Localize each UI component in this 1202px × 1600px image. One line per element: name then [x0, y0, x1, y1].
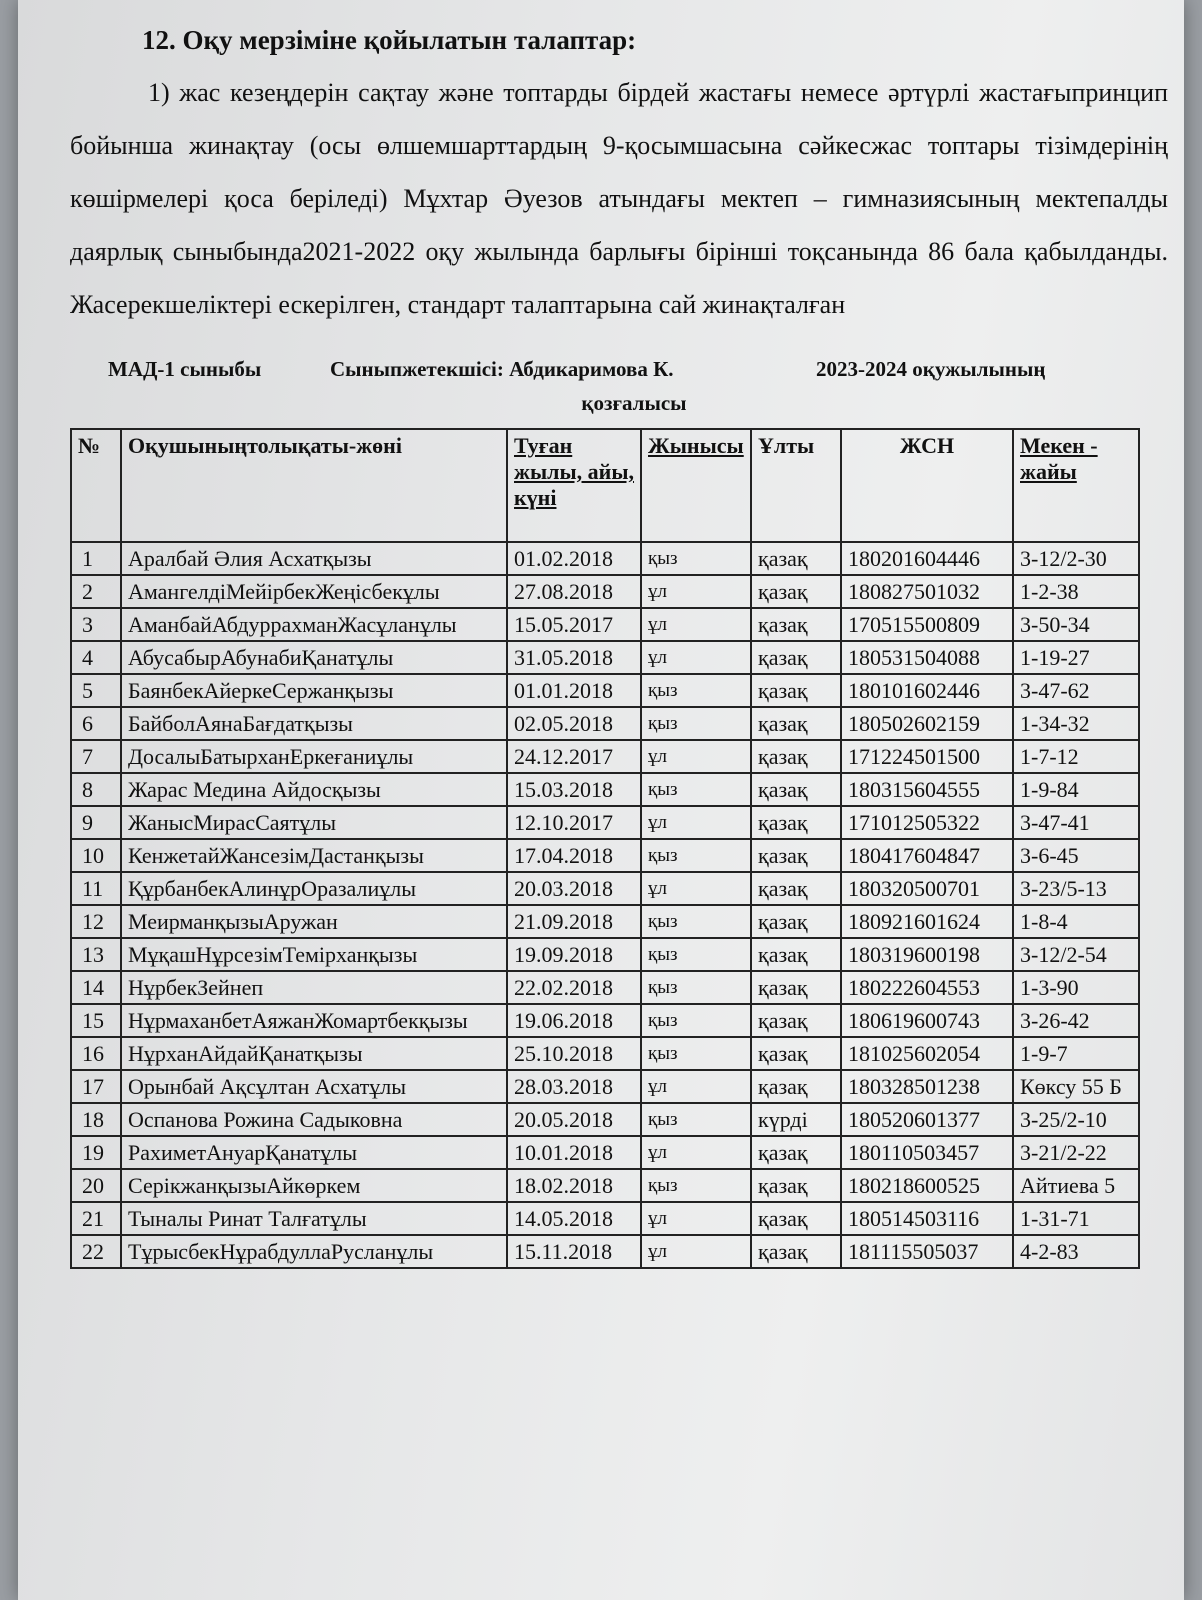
- cell-nationality: қазақ: [751, 1136, 841, 1169]
- cell-nationality: күрді: [751, 1103, 841, 1136]
- cell-number: 5: [71, 674, 121, 707]
- cell-number: 15: [71, 1004, 121, 1037]
- cell-iin: 180110503457: [841, 1136, 1013, 1169]
- cell-number: 19: [71, 1136, 121, 1169]
- cell-gender: ұл: [641, 575, 751, 608]
- table-row: [71, 905, 1139, 938]
- cell-iin: 180218600525: [841, 1169, 1013, 1202]
- cell-nationality: қазақ: [751, 542, 841, 575]
- cell-gender: ұл: [641, 1070, 751, 1103]
- cell-number: 13: [71, 938, 121, 971]
- cell-nationality: қазақ: [751, 1169, 841, 1202]
- cell-birth-date: 19.06.2018: [507, 1004, 641, 1037]
- cell-nationality: қазақ: [751, 1037, 841, 1070]
- cell-birth-date: 01.01.2018: [507, 674, 641, 707]
- cell-full-name: Аралбай Әлия Асхатқызы: [121, 542, 507, 575]
- cell-iin: 180222604553: [841, 971, 1013, 1004]
- table-row: [71, 839, 1139, 872]
- cell-address: 1-2-38: [1013, 575, 1139, 608]
- cell-full-name: НұрмаханбетАяжанЖомартбекқызы: [121, 1004, 507, 1037]
- cell-address: 3-25/2-10: [1013, 1103, 1139, 1136]
- cell-birth-date: 22.02.2018: [507, 971, 641, 1004]
- cell-number: 16: [71, 1037, 121, 1070]
- cell-iin: 180619600743: [841, 1004, 1013, 1037]
- cell-nationality: қазақ: [751, 641, 841, 674]
- header-birth-date: Туған жылы, айы, күні: [507, 429, 641, 542]
- cell-number: 2: [71, 575, 121, 608]
- header-address: Мекен - жайы: [1013, 429, 1139, 542]
- cell-gender: қыз: [641, 1037, 751, 1070]
- cell-number: 11: [71, 872, 121, 905]
- table-row: [71, 1169, 1139, 1202]
- cell-nationality: қазақ: [751, 608, 841, 641]
- cell-iin: 180921601624: [841, 905, 1013, 938]
- cell-iin: 181115505037: [841, 1235, 1013, 1268]
- cell-birth-date: 19.09.2018: [507, 938, 641, 971]
- table-row: [71, 1037, 1139, 1070]
- document-content: [70, 14, 1168, 1269]
- cell-birth-date: 02.05.2018: [507, 707, 641, 740]
- cell-birth-date: 15.03.2018: [507, 773, 641, 806]
- cell-nationality: қазақ: [751, 740, 841, 773]
- caption-line2: қозғалысы: [581, 391, 687, 415]
- cell-nationality: қазақ: [751, 1235, 841, 1268]
- cell-full-name: АбусабырАбунабиҚанатұлы: [121, 641, 507, 674]
- table-row: [71, 1202, 1139, 1235]
- cell-gender: қыз: [641, 773, 751, 806]
- table-row: [71, 1235, 1139, 1268]
- cell-full-name: Оспанова Рожина Садыковна: [121, 1103, 507, 1136]
- cell-nationality: қазақ: [751, 971, 841, 1004]
- cell-iin: 180531504088: [841, 641, 1013, 674]
- cell-address: 3-6-45: [1013, 839, 1139, 872]
- cell-iin: 181025602054: [841, 1037, 1013, 1070]
- cell-gender: қыз: [641, 1004, 751, 1037]
- table-row: [71, 674, 1139, 707]
- cell-full-name: АмангелдіМейірбекЖеңісбекұлы: [121, 575, 507, 608]
- cell-full-name: АманбайАбдуррахманЖасұланұлы: [121, 608, 507, 641]
- table-row: [71, 740, 1139, 773]
- table-body: [71, 542, 1139, 1268]
- cell-full-name: Орынбай Ақсұлтан Асхатұлы: [121, 1070, 507, 1103]
- caption-class: МАД-1 сыныбы: [108, 357, 262, 381]
- cell-nationality: қазақ: [751, 707, 841, 740]
- cell-iin: 180827501032: [841, 575, 1013, 608]
- cell-address: 1-7-12: [1013, 740, 1139, 773]
- cell-number: 12: [71, 905, 121, 938]
- table-row: [71, 938, 1139, 971]
- table-row: [71, 641, 1139, 674]
- cell-full-name: НұрбекЗейнеп: [121, 971, 507, 1004]
- table-row: [71, 1103, 1139, 1136]
- cell-full-name: МеирманқызыАружан: [121, 905, 507, 938]
- cell-iin: 180502602159: [841, 707, 1013, 740]
- cell-iin: 180514503116: [841, 1202, 1013, 1235]
- cell-address: 3-21/2-22: [1013, 1136, 1139, 1169]
- cell-nationality: қазақ: [751, 806, 841, 839]
- cell-birth-date: 01.02.2018: [507, 542, 641, 575]
- cell-birth-date: 15.11.2018: [507, 1235, 641, 1268]
- cell-address: 1-19-27: [1013, 641, 1139, 674]
- cell-birth-date: 12.10.2017: [507, 806, 641, 839]
- cell-number: 3: [71, 608, 121, 641]
- cell-number: 22: [71, 1235, 121, 1268]
- cell-iin: 180417604847: [841, 839, 1013, 872]
- intro-paragraph: 1) жас кезеңдерін сақтау және топтарды бірдей жастағы немесе әртүрлі жастағыпринцип бойынша жинақтау (осы өлшемшарттардың 9-қосымшасына сәйкесжас топтары тізімдерінің көшірмелері қоса беріледі) Мұхтар Әуезов атындағы мектеп – гимназиясының мектепалды даярлық сыныбында2021-2022 оқу жылында барлығы бірінші тоқсанында 86 бала қабылданды. Жасерекшеліктері ескерілген, стандарт талаптарына сай жинақталған: [70, 78, 1168, 319]
- cell-birth-date: 28.03.2018: [507, 1070, 641, 1103]
- cell-gender: ұл: [641, 806, 751, 839]
- cell-gender: қыз: [641, 971, 751, 1004]
- cell-nationality: қазақ: [751, 839, 841, 872]
- cell-gender: қыз: [641, 938, 751, 971]
- cell-number: 17: [71, 1070, 121, 1103]
- table-row: [71, 542, 1139, 575]
- caption-year: 2023-2024 оқужылының: [816, 357, 1046, 381]
- cell-iin: 180201604446: [841, 542, 1013, 575]
- cell-gender: қыз: [641, 839, 751, 872]
- cell-nationality: қазақ: [751, 1202, 841, 1235]
- cell-address: 3-47-41: [1013, 806, 1139, 839]
- cell-birth-date: 10.01.2018: [507, 1136, 641, 1169]
- table-row: [71, 1136, 1139, 1169]
- cell-address: 3-50-34: [1013, 608, 1139, 641]
- cell-gender: қыз: [641, 905, 751, 938]
- cell-nationality: қазақ: [751, 905, 841, 938]
- table-row: [71, 872, 1139, 905]
- cell-birth-date: 17.04.2018: [507, 839, 641, 872]
- cell-gender: ұл: [641, 740, 751, 773]
- table-row: [71, 806, 1139, 839]
- cell-gender: қыз: [641, 707, 751, 740]
- cell-address: 3-26-42: [1013, 1004, 1139, 1037]
- cell-number: 7: [71, 740, 121, 773]
- cell-address: 1-3-90: [1013, 971, 1139, 1004]
- cell-full-name: БайболАянаБағдатқызы: [121, 707, 507, 740]
- cell-iin: 170515500809: [841, 608, 1013, 641]
- table-row: [71, 707, 1139, 740]
- cell-address: Айтиева 5: [1013, 1169, 1139, 1202]
- header-iin: ЖСН: [841, 429, 1013, 542]
- cell-iin: 180315604555: [841, 773, 1013, 806]
- table-row: [71, 971, 1139, 1004]
- cell-full-name: КенжетайЖансезімДастанқызы: [121, 839, 507, 872]
- cell-gender: ұл: [641, 1235, 751, 1268]
- table-row: [71, 608, 1139, 641]
- cell-iin: 180320500701: [841, 872, 1013, 905]
- cell-gender: қыз: [641, 674, 751, 707]
- cell-full-name: БаянбекАйеркеСержанқызы: [121, 674, 507, 707]
- table-row: [71, 575, 1139, 608]
- cell-number: 10: [71, 839, 121, 872]
- cell-birth-date: 18.02.2018: [507, 1169, 641, 1202]
- cell-nationality: қазақ: [751, 773, 841, 806]
- cell-birth-date: 20.05.2018: [507, 1103, 641, 1136]
- cell-full-name: НұрханАйдайҚанатқызы: [121, 1037, 507, 1070]
- cell-birth-date: 14.05.2018: [507, 1202, 641, 1235]
- cell-birth-date: 24.12.2017: [507, 740, 641, 773]
- cell-iin: 171012505322: [841, 806, 1013, 839]
- cell-gender: ұл: [641, 641, 751, 674]
- cell-address: 3-12/2-30: [1013, 542, 1139, 575]
- cell-birth-date: 15.05.2017: [507, 608, 641, 641]
- cell-number: 9: [71, 806, 121, 839]
- header-gender: Жынысы: [641, 429, 751, 542]
- cell-number: 20: [71, 1169, 121, 1202]
- table-header-row: [71, 429, 1139, 542]
- cell-number: 21: [71, 1202, 121, 1235]
- cell-full-name: ДосалыБатырханЕркеғаниұлы: [121, 740, 507, 773]
- cell-number: 4: [71, 641, 121, 674]
- cell-full-name: МұқашНұрсезімТемірханқызы: [121, 938, 507, 971]
- cell-full-name: ҚұрбанбекАлинұрОразалиұлы: [121, 872, 507, 905]
- table-row: [71, 773, 1139, 806]
- document-page: [18, 0, 1184, 1600]
- cell-birth-date: 31.05.2018: [507, 641, 641, 674]
- cell-nationality: қазақ: [751, 872, 841, 905]
- cell-iin: 180101602446: [841, 674, 1013, 707]
- cell-iin: 171224501500: [841, 740, 1013, 773]
- students-table: [70, 428, 1140, 1269]
- cell-gender: ұл: [641, 608, 751, 641]
- cell-birth-date: 25.10.2018: [507, 1037, 641, 1070]
- cell-full-name: ЖанысМирасСаятұлы: [121, 806, 507, 839]
- cell-number: 8: [71, 773, 121, 806]
- cell-address: Көксу 55 Б: [1013, 1070, 1139, 1103]
- cell-address: 1-9-7: [1013, 1037, 1139, 1070]
- section-heading: 12. Оқу мерзіміне қойылатын талаптар:: [142, 25, 637, 55]
- cell-gender: ұл: [641, 1136, 751, 1169]
- caption-teacher: Сыныпжетекшісі: Абдикаримова К.: [330, 357, 674, 381]
- cell-address: 1-34-32: [1013, 707, 1139, 740]
- cell-nationality: қазақ: [751, 575, 841, 608]
- cell-address: 1-9-84: [1013, 773, 1139, 806]
- cell-address: 4-2-83: [1013, 1235, 1139, 1268]
- cell-gender: қыз: [641, 542, 751, 575]
- table-row: [71, 1070, 1139, 1103]
- cell-gender: қыз: [641, 1169, 751, 1202]
- cell-full-name: Тыналы Ринат Талғатұлы: [121, 1202, 507, 1235]
- table-row: [71, 1004, 1139, 1037]
- cell-nationality: қазақ: [751, 1070, 841, 1103]
- cell-number: 1: [71, 542, 121, 575]
- table-caption: [108, 353, 1168, 385]
- cell-number: 6: [71, 707, 121, 740]
- cell-gender: қыз: [641, 1103, 751, 1136]
- cell-gender: ұл: [641, 872, 751, 905]
- cell-number: 18: [71, 1103, 121, 1136]
- header-number: №: [71, 429, 121, 542]
- cell-address: 3-23/5-13: [1013, 872, 1139, 905]
- cell-nationality: қазақ: [751, 1004, 841, 1037]
- cell-birth-date: 20.03.2018: [507, 872, 641, 905]
- cell-iin: 180319600198: [841, 938, 1013, 971]
- cell-iin: 180328501238: [841, 1070, 1013, 1103]
- cell-address: 3-12/2-54: [1013, 938, 1139, 971]
- header-nationality: Ұлты: [751, 429, 841, 542]
- cell-full-name: СерікжанқызыАйкөркем: [121, 1169, 507, 1202]
- header-full-name: Оқушыныңтолықаты-жөні: [121, 429, 507, 542]
- cell-full-name: РахиметАнуарҚанатұлы: [121, 1136, 507, 1169]
- cell-iin: 180520601377: [841, 1103, 1013, 1136]
- cell-nationality: қазақ: [751, 674, 841, 707]
- cell-address: 3-47-62: [1013, 674, 1139, 707]
- cell-birth-date: 21.09.2018: [507, 905, 641, 938]
- cell-full-name: ТұрысбекНұрабдуллаРусланұлы: [121, 1235, 507, 1268]
- cell-address: 1-31-71: [1013, 1202, 1139, 1235]
- cell-gender: ұл: [641, 1202, 751, 1235]
- cell-number: 14: [71, 971, 121, 1004]
- cell-address: 1-8-4: [1013, 905, 1139, 938]
- cell-birth-date: 27.08.2018: [507, 575, 641, 608]
- cell-nationality: қазақ: [751, 938, 841, 971]
- cell-full-name: Жарас Медина Айдосқызы: [121, 773, 507, 806]
